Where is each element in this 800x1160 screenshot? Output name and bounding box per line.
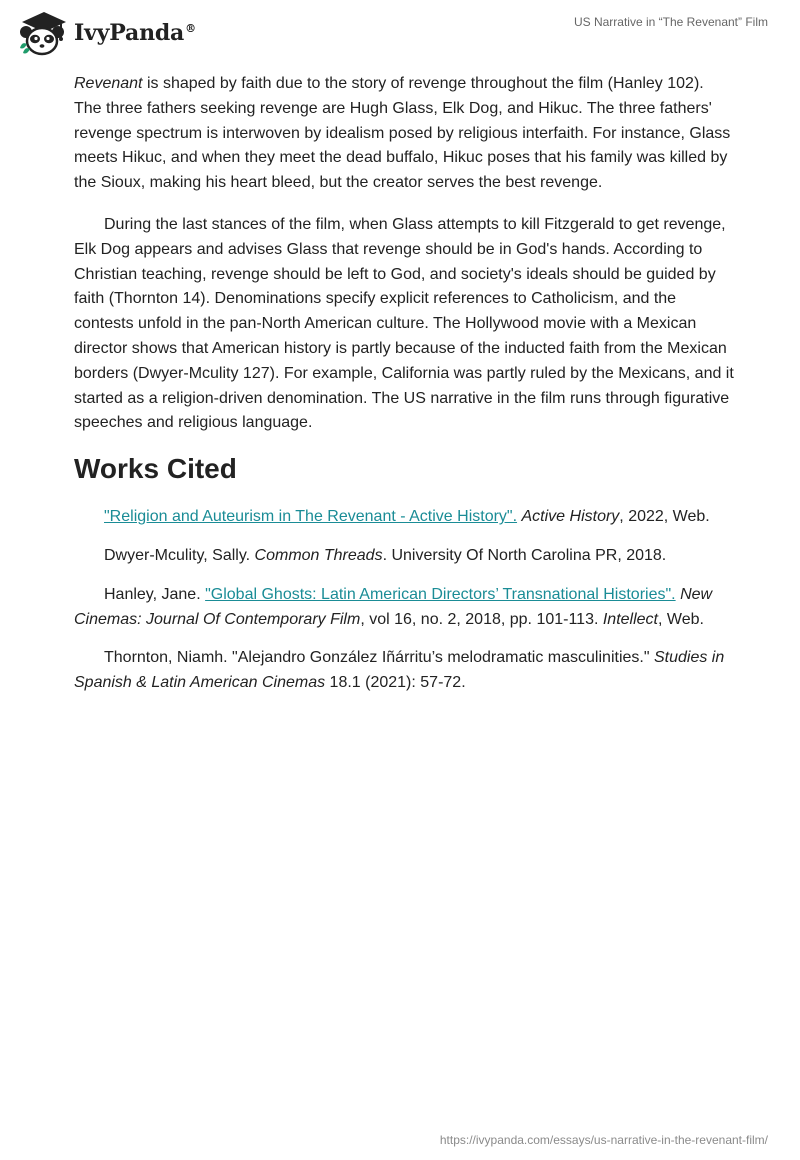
panda-graduate-icon [14, 8, 72, 58]
page-header [0, 0, 800, 64]
brand-name: IvyPanda® [74, 20, 196, 46]
citation-4: Thornton, Niamh. "Alejandro González Iñárritu’s melodramatic masculinities." Studies in Spanish & Latin American Cinemas 18.1 (2021): 57-72. [74, 649, 725, 692]
ivypanda-logo[interactable] [14, 8, 196, 58]
document-title: US Narrative in “The Revenant” Film [573, 15, 768, 29]
citation-link-active-history[interactable]: "Religion and Auteurism in The Revenant - Active History". [104, 508, 518, 526]
paragraph-1: Revenant is shaped by faith due to the story of revenge throughout the film (Hanley 102). The three fathers seeking revenge are Hugh Glass, Elk Dog, and Hikuc. The three fathers' revenge spectrum is interwoven by idealism posed by religious interfaith. For instance, Glass meets Hikuc, and when they meet the dead buffalo, Hikuc poses that his family was killed by the Sioux, making his heart bleed, but the creator serves the best revenge. [74, 75, 731, 192]
citation-link-global-ghosts[interactable]: "Global Ghosts: Latin American Directors’ Transnational Histories". [205, 585, 676, 603]
paragraph-2: During the last stances of the film, when Glass attempts to kill Fitzgerald to get revenge, Elk Dog appears and advises Glass that revenge should be in God's hands. According to Christian teaching, revenge should be left to God, and society's ideals should be guided by faith (Thornton 14). Denominations specify explicit references to Catholicism, and the contests unfold in the pan-North American culture. The Hollywood movie with a Mexican director shows that American history is partly because of the inducted faith from the Mexican borders (Dwyer-Mculity 127). For example, California was partly ruled by the Mexicans, and it started as a religion-driven denomination. The US narrative in the film runs through figurative speeches and religious language. [74, 215, 734, 432]
essay-content [74, 72, 734, 710]
citation-2: Dwyer-Mculity, Sally. Common Threads. University Of North Carolina PR, 2018. [104, 546, 667, 564]
footer-url: https://ivypanda.com/essays/us-narrative-in-the-revenant-film/ [439, 1133, 768, 1147]
citation-1: "Religion and Auteurism in The Revenant - Active History". Active History, 2022, Web. [104, 508, 710, 526]
citation-3: Hanley, Jane. "Global Ghosts: Latin American Directors’ Transnational Histories". New Cinemas: Journal Of Contemporary Film, vol 16, no. 2, 2018, pp. 101-113. Intellect, Web. [74, 585, 713, 628]
film-title: Revenant [74, 75, 143, 92]
works-cited-heading: Works Cited [74, 453, 237, 485]
